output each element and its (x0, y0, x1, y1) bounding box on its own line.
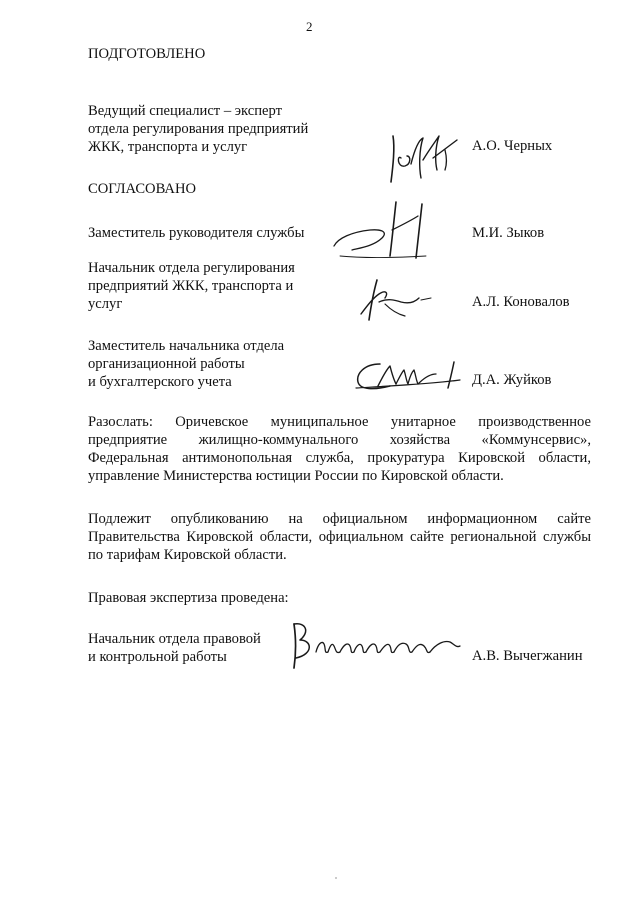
scan-speck (335, 877, 337, 879)
text-line: Федеральная антимонопольная служба, прокуратура Кировской области, (88, 450, 591, 466)
text-line: Подлежит опубликованию на официальном информационном сайте (88, 511, 591, 527)
signer-role-zykov (88, 224, 348, 242)
text-line: по тарифам Кировской области. (88, 547, 287, 563)
legal-review-name: А.В. Вычегжанин (472, 648, 583, 664)
text-line: управление Министерства юстиции России по Кировской области. (88, 468, 504, 484)
role-line: и бухгалтерского учета (88, 374, 232, 390)
signature-vychegzhanin (288, 618, 466, 674)
distribution-paragraph (88, 413, 591, 485)
page-number: 2 (306, 19, 313, 34)
role-line: Начальник отдела регулирования (88, 260, 295, 276)
signer-name-zhuikov: Д.А. Жуйков (472, 372, 552, 388)
signature-zykov (330, 196, 450, 266)
role-line: предприятий ЖКК, транспорта и (88, 278, 294, 294)
prepared-heading: ПОДГОТОВЛЕНО (88, 46, 206, 62)
role-line: Заместитель начальника отдела (88, 338, 285, 354)
signer-role-zhuikov (88, 337, 348, 391)
role-line: организационной работы (88, 356, 245, 372)
text-line: Правительства Кировской области, официальном сайте региональной службы (88, 529, 591, 545)
role-line: и контрольной работы (88, 649, 227, 665)
prepared-role (88, 102, 348, 156)
signer-name-konovalov: А.Л. Коновалов (472, 294, 570, 310)
role-line: ЖКК, транспорта и услуг (88, 139, 248, 155)
role-line: Начальник отдела правовой (88, 631, 261, 647)
publication-paragraph (88, 510, 591, 564)
role-line: отдела регулирования предприятий (88, 121, 309, 137)
role-line: Ведущий специалист – эксперт (88, 103, 283, 119)
signer-role-konovalov (88, 259, 348, 313)
signature-konovalov (355, 274, 435, 324)
role-line: Заместитель руководителя службы (88, 225, 305, 241)
text-line: предприятие жилищно-коммунального хозяйства «Коммунсервис», (88, 432, 591, 448)
agreed-heading: СОГЛАСОВАНО (88, 181, 197, 197)
role-line: услуг (88, 296, 123, 312)
legal-review-statement: Правовая экспертиза проведена: (88, 590, 289, 606)
text-line: Разослать: Оричевское муниципальное унитарное производственное (88, 414, 591, 430)
signer-name-zykov: М.И. Зыков (472, 225, 545, 241)
signature-chernykh (385, 128, 467, 188)
prepared-name: А.О. Черных (472, 138, 553, 154)
signature-zhuikov (350, 350, 470, 400)
